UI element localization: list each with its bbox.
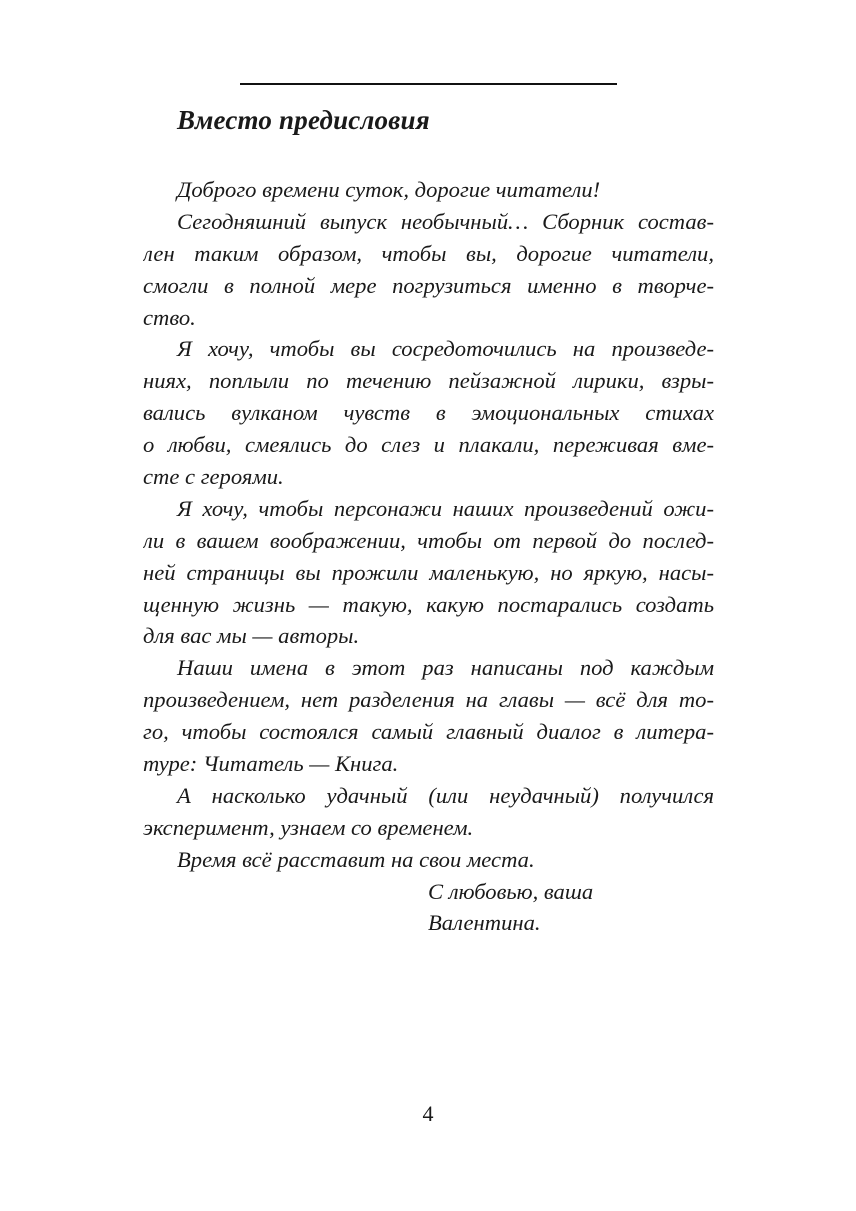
text-line: Я хочу, чтобы персонажи наших произведений ожи- bbox=[177, 495, 714, 521]
page-number: 4 bbox=[422, 1101, 434, 1126]
text-line: лен таким образом, чтобы вы, дорогие читатели, bbox=[143, 240, 714, 266]
text-line: эксперимент, узнаем со временем. bbox=[143, 814, 474, 840]
text-line: ли в вашем воображении, чтобы от первой до послед- bbox=[143, 527, 714, 553]
top-rule bbox=[240, 83, 617, 85]
text-line: го, чтобы состоялся самый главный диалог в литера- bbox=[143, 719, 714, 745]
text-line: ниях, поплыли по течению пейзажной лирики, взры- bbox=[143, 368, 714, 394]
text-line: Наши имена в этот раз написаны под каждым bbox=[177, 655, 714, 681]
text-line: для вас мы — авторы. bbox=[143, 623, 360, 649]
signature-line: С любовью, ваша bbox=[428, 878, 594, 904]
text-line: о любви, смеялись до слез и плакали, переживая вме- bbox=[143, 432, 714, 458]
text-line: Время всё расставит на свои места. bbox=[177, 846, 535, 872]
text-line: щенную жизнь — такую, какую постарались создать bbox=[143, 591, 714, 617]
text-line: Доброго времени суток, дорогие читатели! bbox=[177, 177, 601, 202]
text-line: Сегодняшний выпуск необычный… Сборник состав- bbox=[177, 208, 714, 234]
text-line: вались вулканом чувств в эмоциональных стихах bbox=[143, 400, 714, 426]
text-line: смогли в полной мере погрузиться именно в творче- bbox=[143, 272, 714, 298]
preface-body bbox=[143, 174, 714, 939]
text-line: произведением, нет разделения на главы — всё для то- bbox=[143, 687, 714, 713]
signature-name: Валентина. bbox=[428, 910, 541, 936]
text-line: ней страницы вы прожили маленькую, но яркую, насы- bbox=[143, 559, 714, 585]
text-line: сте с героями. bbox=[143, 464, 284, 490]
text-line: туре: Читатель — Книга. bbox=[143, 751, 399, 777]
text-line: Я хочу, чтобы вы сосредоточились на произведе- bbox=[177, 336, 714, 362]
text-line: ство. bbox=[143, 304, 196, 330]
text-line: А насколько удачный (или неудачный) получился bbox=[177, 782, 714, 808]
section-heading: Вместо предисловия bbox=[177, 105, 430, 135]
